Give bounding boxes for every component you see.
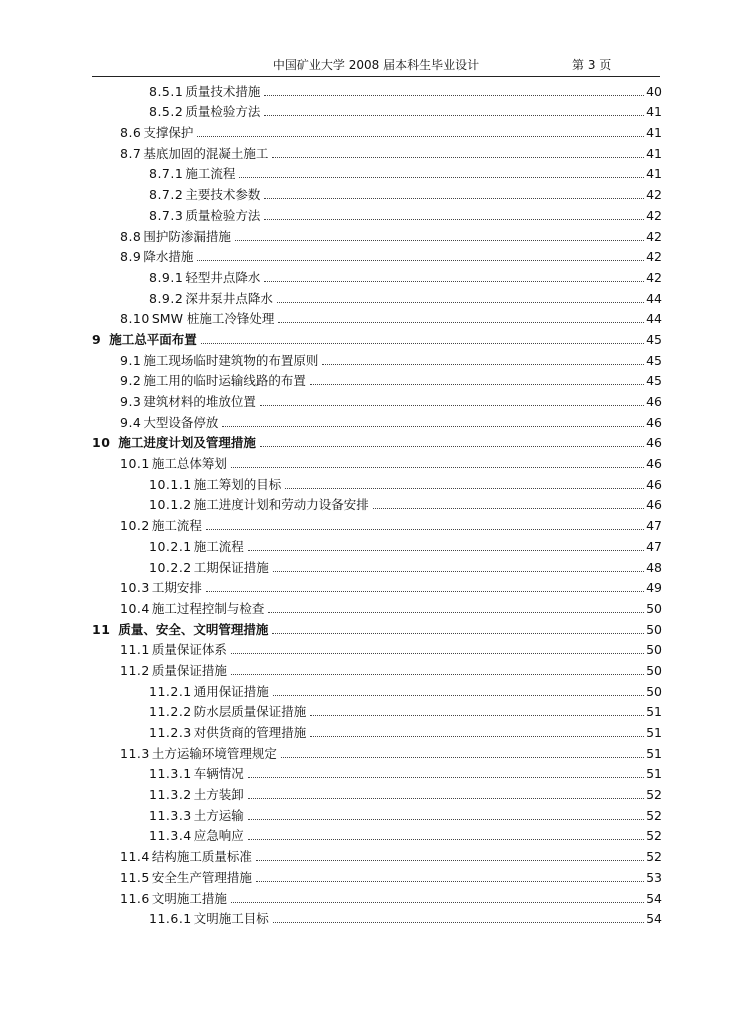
toc-dot-leader <box>273 921 644 923</box>
toc-entry-number: 8.9 <box>120 249 142 265</box>
toc-entry[interactable] <box>92 306 662 327</box>
toc-entry-page: 50 <box>646 621 662 637</box>
toc-entry-title: 基底加固的混凝土施工 <box>143 145 269 161</box>
toc-entry-title: 质量保证体系 <box>151 642 227 658</box>
toc-entry[interactable] <box>92 450 662 471</box>
toc-entry-page: 51 <box>646 766 662 782</box>
toc-entry-number: 11 <box>92 621 111 637</box>
toc-entry[interactable] <box>92 326 662 347</box>
toc-entry-page: 42 <box>646 228 662 244</box>
toc-dot-leader <box>264 94 644 96</box>
toc-entry[interactable] <box>92 161 662 182</box>
toc-entry[interactable] <box>92 223 662 244</box>
toc-entry[interactable] <box>92 119 662 140</box>
toc-entry-page: 41 <box>646 104 662 120</box>
toc-entry-page: 54 <box>646 911 662 927</box>
toc-entry[interactable] <box>92 533 662 554</box>
toc-entry-number: 11.1 <box>120 642 150 658</box>
toc-entry-title: 施工进度计划及管理措施 <box>118 435 256 451</box>
toc-entry[interactable] <box>92 699 662 720</box>
toc-entry-number: 9.4 <box>120 414 142 430</box>
toc-entry-number: 9.2 <box>120 373 142 389</box>
toc-entry-number: 11.2 <box>120 662 150 678</box>
toc-entry-number: 11.3.1 <box>149 766 192 782</box>
toc-entry-title: 深井泵井点降水 <box>185 290 273 306</box>
toc-entry-number: 11.5 <box>120 869 150 885</box>
toc-entry-page: 52 <box>646 807 662 823</box>
toc-entry-title: 施工流程 <box>185 166 236 182</box>
toc-entry-page: 46 <box>646 414 662 430</box>
toc-entry[interactable] <box>92 388 662 409</box>
toc-entry-title: 围护防渗漏措施 <box>143 228 231 244</box>
toc-entry-number: 8.6 <box>120 125 142 141</box>
toc-dot-leader <box>248 776 644 778</box>
toc-entry-page: 47 <box>646 538 662 554</box>
toc-dot-leader <box>239 176 644 178</box>
toc-entry-page: 46 <box>646 497 662 513</box>
toc-entry-number: 10.1.1 <box>149 476 192 492</box>
toc-entry[interactable] <box>92 347 662 368</box>
toc-entry-number: 8.8 <box>120 228 142 244</box>
toc-entry-number: 10 <box>92 435 111 451</box>
toc-entry-title: 对供货商的管理措施 <box>193 725 307 740</box>
toc-entry[interactable] <box>92 244 662 265</box>
toc-entry-page: 48 <box>646 559 662 575</box>
toc-entry-title: 结构施工质量标准 <box>151 849 252 865</box>
toc-entry-title: 建筑材料的堆放位置 <box>143 394 256 409</box>
toc-entry-title: SMW 桩施工冷锋处理 <box>151 311 275 327</box>
toc-dot-leader <box>197 259 644 261</box>
toc-entry-page: 46 <box>646 456 662 472</box>
toc-entry-number: 11.3.2 <box>149 787 192 803</box>
toc-entry-page: 51 <box>646 725 662 740</box>
toc-entry-page: 42 <box>646 187 662 203</box>
toc-entry-page: 44 <box>646 290 662 306</box>
toc-entry-number: 8.7.2 <box>149 187 184 203</box>
toc-entry[interactable] <box>92 264 662 285</box>
toc-dot-leader <box>264 114 644 116</box>
toc-entry[interactable] <box>92 181 662 202</box>
toc-dot-leader <box>248 818 644 820</box>
toc-dot-leader <box>206 590 644 592</box>
toc-dot-leader <box>278 321 644 323</box>
toc-entry[interactable] <box>92 823 662 844</box>
toc-entry-title: 文明施工目标 <box>193 911 269 927</box>
toc-entry-title: 质量保证措施 <box>151 662 227 678</box>
toc-entry-number: 8.5.1 <box>149 83 184 99</box>
toc-entry-title: 质量检验方法 <box>185 104 261 120</box>
toc-entry[interactable] <box>92 492 662 513</box>
toc-dot-leader <box>272 156 644 158</box>
header-title: 中国矿业大学 2008 届本科生毕业设计 <box>272 58 480 72</box>
toc-entry[interactable] <box>92 843 662 864</box>
toc-entry-title: 轻型井点降水 <box>185 269 261 285</box>
toc-entry[interactable] <box>92 761 662 782</box>
toc-dot-leader <box>256 880 644 882</box>
toc-entry-title: 土方运输 <box>193 807 244 823</box>
toc-entry-page: 41 <box>646 166 662 182</box>
toc-entry-number: 10.2.1 <box>149 538 192 554</box>
toc-dot-leader <box>235 239 644 241</box>
table-of-contents <box>92 78 662 926</box>
toc-entry-title: 文明施工措施 <box>151 890 227 906</box>
toc-dot-leader <box>231 652 644 654</box>
toc-entry-number: 11.3 <box>120 745 150 761</box>
toc-entry-number: 8.9.1 <box>149 269 184 285</box>
toc-entry-title: 施工总体筹划 <box>151 456 227 472</box>
toc-entry-page: 45 <box>646 331 662 347</box>
toc-dot-leader <box>272 632 644 634</box>
toc-entry[interactable] <box>92 781 662 802</box>
toc-entry-title: 质量检验方法 <box>185 207 261 223</box>
toc-dot-leader <box>322 363 644 365</box>
toc-entry-title: 质量技术措施 <box>185 83 261 99</box>
toc-entry-page: 52 <box>646 849 662 865</box>
toc-entry-number: 8.7.3 <box>149 207 184 223</box>
toc-dot-leader <box>285 487 644 489</box>
toc-entry-number: 10.2 <box>120 518 150 534</box>
toc-dot-leader <box>268 611 644 613</box>
toc-entry-title: 施工流程 <box>193 538 244 554</box>
toc-dot-leader <box>248 838 644 840</box>
toc-entry-title: 施工流程 <box>151 518 202 534</box>
toc-entry-title: 降水措施 <box>143 249 194 265</box>
toc-dot-leader <box>264 197 644 199</box>
toc-dot-leader <box>197 135 644 137</box>
toc-entry[interactable] <box>92 906 662 927</box>
toc-dot-leader <box>373 507 644 509</box>
toc-entry-page: 53 <box>646 869 662 885</box>
toc-entry[interactable] <box>92 368 662 389</box>
toc-entry-number: 11.3.4 <box>149 828 192 844</box>
toc-entry-number: 10.1 <box>120 456 150 472</box>
toc-entry-page: 41 <box>646 125 662 141</box>
toc-entry-number: 11.2.1 <box>149 683 192 699</box>
toc-entry-page: 51 <box>646 704 662 720</box>
toc-dot-leader <box>260 445 644 447</box>
toc-entry[interactable] <box>92 885 662 906</box>
toc-dot-leader <box>277 301 644 303</box>
toc-entry-page: 51 <box>646 745 662 761</box>
toc-entry-title: 安全生产管理措施 <box>151 869 252 885</box>
toc-entry-page: 42 <box>646 207 662 223</box>
toc-entry-title: 施工总平面布置 <box>109 331 197 347</box>
toc-entry[interactable] <box>92 409 662 430</box>
toc-entry-title: 主要技术参数 <box>185 187 261 203</box>
toc-entry-page: 46 <box>646 435 662 451</box>
toc-entry-title: 土方运输环境管理规定 <box>151 745 277 761</box>
toc-entry-number: 8.5.2 <box>149 104 184 120</box>
toc-entry[interactable] <box>92 740 662 761</box>
toc-entry[interactable] <box>92 719 662 740</box>
toc-entry-number: 8.9.2 <box>149 290 184 306</box>
toc-dot-leader <box>206 528 644 530</box>
toc-entry[interactable] <box>92 802 662 823</box>
toc-entry-title: 质量、安全、文明管理措施 <box>118 621 269 637</box>
toc-entry-page: 54 <box>646 890 662 906</box>
toc-entry-title: 施工现场临时建筑物的布置原则 <box>143 352 319 368</box>
toc-entry-page: 50 <box>646 662 662 678</box>
toc-entry-title: 施工过程控制与检查 <box>151 600 265 616</box>
toc-entry-number: 10.4 <box>120 600 150 616</box>
toc-entry-number: 11.2.2 <box>149 704 192 720</box>
toc-entry-number: 10.1.2 <box>149 497 192 513</box>
toc-entry-page: 40 <box>646 83 662 99</box>
toc-entry[interactable] <box>92 657 662 678</box>
toc-dot-leader <box>310 735 644 737</box>
page-header <box>92 56 660 77</box>
toc-entry-title: 工期保证措施 <box>193 559 269 575</box>
toc-entry-page: 47 <box>646 518 662 534</box>
toc-dot-leader <box>231 466 644 468</box>
toc-dot-leader <box>310 714 644 716</box>
toc-entry-title: 应急响应 <box>193 828 244 844</box>
toc-entry-title: 大型设备停放 <box>143 414 219 430</box>
toc-dot-leader <box>264 280 644 282</box>
toc-dot-leader <box>281 756 644 758</box>
toc-entry-page: 42 <box>646 269 662 285</box>
toc-entry-number: 8.7.1 <box>149 166 184 182</box>
toc-entry-page: 41 <box>646 145 662 161</box>
toc-entry[interactable] <box>92 575 662 596</box>
toc-entry-number: 8.10 <box>120 311 150 327</box>
toc-entry-title: 车辆情况 <box>193 766 244 782</box>
toc-entry[interactable] <box>92 554 662 575</box>
toc-dot-leader <box>248 549 644 551</box>
toc-entry-number: 9.1 <box>120 352 142 368</box>
toc-entry-page: 45 <box>646 352 662 368</box>
toc-entry-number: 10.2.2 <box>149 559 192 575</box>
toc-entry-page: 44 <box>646 311 662 327</box>
toc-entry-title: 施工进度计划和劳动力设备安排 <box>193 497 369 513</box>
toc-entry[interactable] <box>92 637 662 658</box>
toc-dot-leader <box>231 673 644 675</box>
toc-entry-number: 9 <box>92 331 102 347</box>
toc-entry-number: 11.2.3 <box>149 725 192 740</box>
toc-entry-page: 46 <box>646 476 662 492</box>
toc-entry-page: 50 <box>646 600 662 616</box>
toc-entry[interactable] <box>92 864 662 885</box>
toc-dot-leader <box>273 570 644 572</box>
toc-entry[interactable] <box>92 202 662 223</box>
toc-dot-leader <box>273 694 644 696</box>
toc-dot-leader <box>260 404 644 406</box>
toc-entry-page: 52 <box>646 828 662 844</box>
toc-entry-title: 土方装卸 <box>193 787 244 803</box>
toc-entry-page: 50 <box>646 683 662 699</box>
toc-dot-leader <box>248 797 644 799</box>
toc-entry-title: 防水层质量保证措施 <box>193 704 307 720</box>
toc-entry-title: 工期安排 <box>151 580 202 596</box>
toc-dot-leader <box>201 342 644 344</box>
toc-entry-number: 11.6 <box>120 890 150 906</box>
toc-entry-page: 46 <box>646 394 662 409</box>
toc-entry-title: 支撑保护 <box>143 125 194 141</box>
toc-entry-title: 施工用的临时运输线路的布置 <box>143 373 306 389</box>
toc-entry-page: 45 <box>646 373 662 389</box>
header-page-number: 第 3 页 <box>572 58 612 72</box>
toc-dot-leader <box>231 901 644 903</box>
toc-dot-leader <box>222 425 644 427</box>
toc-entry-number: 8.7 <box>120 145 142 161</box>
toc-entry[interactable] <box>92 512 662 533</box>
toc-entry-number: 11.3.3 <box>149 807 192 823</box>
toc-entry-title: 通用保证措施 <box>193 683 269 699</box>
toc-entry-page: 42 <box>646 249 662 265</box>
toc-entry[interactable] <box>92 78 662 99</box>
toc-entry[interactable] <box>92 616 662 637</box>
toc-dot-leader <box>310 383 644 385</box>
toc-entry-number: 11.6.1 <box>149 911 192 927</box>
toc-entry[interactable] <box>92 678 662 699</box>
toc-entry-number: 9.3 <box>120 394 142 409</box>
toc-entry[interactable] <box>92 430 662 451</box>
toc-entry[interactable] <box>92 140 662 161</box>
toc-entry[interactable] <box>92 99 662 120</box>
toc-entry[interactable] <box>92 285 662 306</box>
toc-entry-number: 11.4 <box>120 849 150 865</box>
toc-entry-number: 10.3 <box>120 580 150 596</box>
toc-dot-leader <box>256 859 644 861</box>
toc-entry[interactable] <box>92 595 662 616</box>
toc-dot-leader <box>264 218 644 220</box>
toc-entry-page: 49 <box>646 580 662 596</box>
toc-entry-title: 施工筹划的目标 <box>193 476 282 492</box>
toc-entry-page: 52 <box>646 787 662 803</box>
toc-entry[interactable] <box>92 471 662 492</box>
toc-entry-page: 50 <box>646 642 662 658</box>
